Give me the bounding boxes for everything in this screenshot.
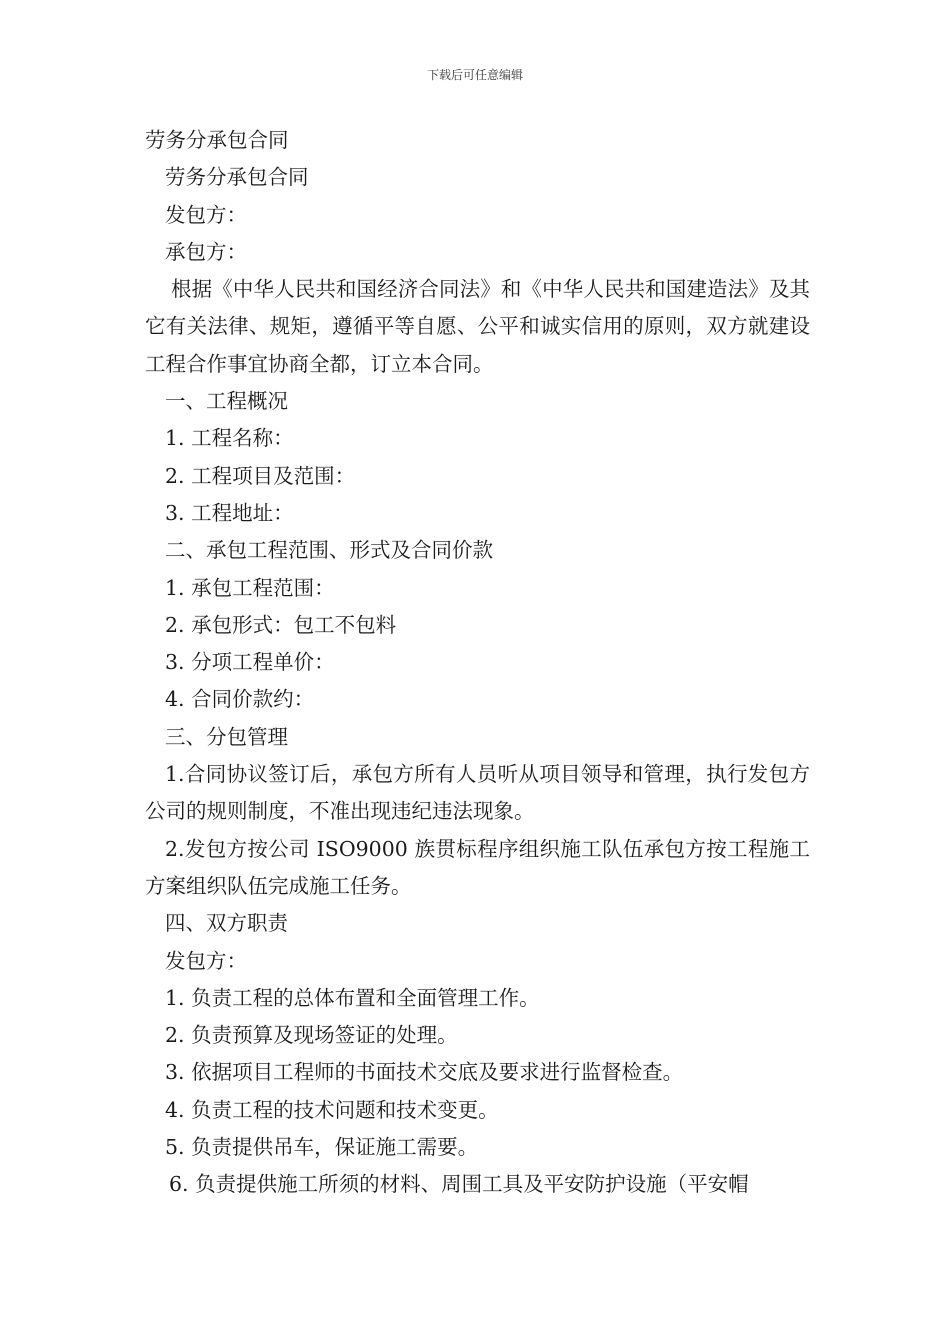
section-4-item: 1. 负责工程的总体布置和全面管理工作。 — [165, 985, 540, 1010]
section-4-item: 3. 依据项目工程师的书面技术交底及要求进行监督检查。 — [165, 1060, 684, 1085]
section-1-item: 2. 工程项目及范围： — [165, 463, 356, 488]
party-b-label: 承包方： — [165, 239, 247, 264]
section-2-item: 4. 合同价款约： — [165, 687, 315, 712]
section-3-paragraph: 2.发包方按公司 ISO9000 族贯标程序组织施工队伍承包方按工程施工方案组织队伍完成施工任务。 — [145, 836, 810, 898]
document-body — [145, 122, 810, 1204]
section-3-paragraph: 1.合同协议签订后，承包方所有人员听从项目领导和管理，执行发包方公司的规则制度，不准出现违纪违法现象。 — [145, 762, 810, 824]
section-2-item: 1. 承包工程范围： — [165, 575, 335, 600]
party-a-label: 发包方： — [165, 202, 247, 227]
section-4-item: 5. 负责提供吊车，保证施工需要。 — [165, 1135, 479, 1160]
document-subtitle: 劳务分承包合同 — [165, 165, 309, 190]
document-title: 劳务分承包合同 — [145, 128, 289, 152]
section-1-heading: 一、工程概况 — [165, 389, 288, 414]
page-header: 下载后可任意编辑 — [426, 68, 523, 82]
section-1-item: 1. 工程名称： — [165, 426, 294, 451]
section-2-item: 3. 分项工程单价： — [165, 650, 335, 675]
section-4-party-label: 发包方： — [165, 948, 247, 973]
section-3-heading: 三、分包管理 — [165, 724, 288, 749]
section-1-item: 3. 工程地址： — [165, 500, 294, 525]
section-4-item: 2. 负责预算及现场签证的处理。 — [165, 1023, 458, 1048]
preamble-paragraph: 根据《中华人民共和国经济合同法》和《中华人民共和国建造法》及其它有关法律、规矩，遵循平等自愿、公平和诚实信用的原则，双方就建设工程合作事宜协商全都，订立本合同。 — [145, 277, 810, 376]
section-4-heading: 四、双方职责 — [165, 911, 288, 936]
section-2-item: 2. 承包形式：包工不包料 — [165, 612, 397, 637]
section-4-item: 6. 负责提供施工所须的材料、周围工具及平安防护设施（平安帽 — [169, 1172, 749, 1197]
section-2-heading: 二、承包工程范围、形式及合同价款 — [165, 538, 493, 563]
section-4-item: 4. 负责工程的技术问题和技术变更。 — [165, 1097, 499, 1122]
